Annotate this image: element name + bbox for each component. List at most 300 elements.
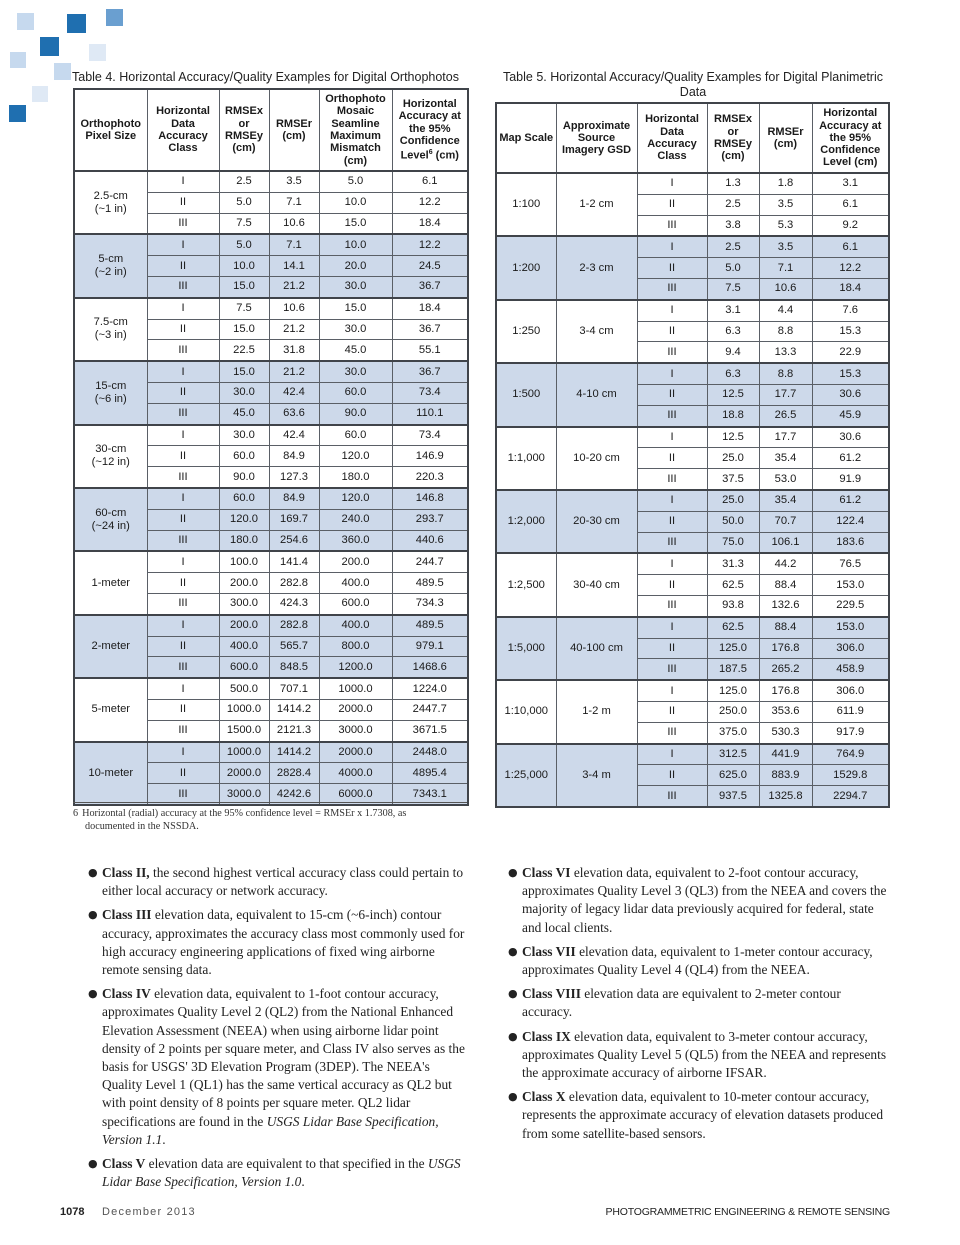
table-cell: 4.4 xyxy=(759,300,812,321)
table-cell: I xyxy=(147,298,219,319)
table-cell: II xyxy=(147,573,219,594)
table-cell: 2.5 xyxy=(707,194,759,215)
table-cell: 5.0 xyxy=(219,192,269,213)
column-header: RMSEr (cm) xyxy=(759,103,812,173)
gsd-cell: 4-10 cm xyxy=(556,363,637,426)
table-row xyxy=(496,490,889,511)
table-cell: I xyxy=(147,234,219,255)
bullet-text: elevation data, equivalent to 10-meter contour accuracy, represents the approximate accuracy of elevation datasets produced from some satellite-based sensors. xyxy=(522,1089,884,1141)
gsd-cell: 10-20 cm xyxy=(556,427,637,490)
bullet-text: elevation data, equivalent to 1-foot contour accuracy, approximates Quality Level 2 (QL2) from the National Enhanced Elevation Assessment (NEEA) when using airborne lidar point density of 2 points per square meter, and Class IV also serves as the basis for USGS' 3D Elevation Program (3DEP). The NEEA's Quality Level 1 (QL1) has the same vertical accuracy as QL2 but with point density of 8 points per square meter. QL2 lidar specifications are found in the xyxy=(102,986,465,1129)
table-row xyxy=(74,742,468,763)
table-cell: III xyxy=(147,340,219,361)
table-cell: 424.3 xyxy=(269,593,319,614)
table-cell: 500.0 xyxy=(219,678,269,699)
table-cell: 5.0 xyxy=(707,258,759,279)
table-cell: 4000.0 xyxy=(319,763,392,784)
gsd-cell: 2-3 cm xyxy=(556,236,637,299)
table-cell: 76.5 xyxy=(812,553,889,574)
table-cell: 2.5 xyxy=(707,236,759,257)
table-cell: 90.0 xyxy=(319,403,392,424)
table-cell: 800.0 xyxy=(319,636,392,657)
table-cell: 60.0 xyxy=(219,446,269,467)
bullet-citation: USGS Lidar Base Specification, Version 1.1 xyxy=(102,1113,439,1147)
table-cell: I xyxy=(637,744,707,765)
table-cell: 30.0 xyxy=(219,382,269,403)
table-cell: 6.3 xyxy=(707,321,759,342)
column-header: Orthophoto Mosaic Seamline Maximum Mismatch (cm) xyxy=(319,89,392,171)
table5-group xyxy=(496,173,889,236)
column-header: RMSEx or RMSEy (cm) xyxy=(219,89,269,171)
bullet-dot-icon: ● xyxy=(508,987,518,1001)
table-cell: II xyxy=(637,511,707,532)
table-cell: 153.0 xyxy=(812,617,889,638)
gsd-cell: 3-4 cm xyxy=(556,300,637,363)
table-cell: 127.3 xyxy=(269,467,319,488)
table-cell: 917.9 xyxy=(812,722,889,743)
decor-square xyxy=(9,105,26,122)
table-cell: 200.0 xyxy=(319,551,392,572)
bullet-lead: Class IV xyxy=(102,986,151,1002)
table-row xyxy=(496,744,889,765)
table-cell: 6.1 xyxy=(812,194,889,215)
table-cell: 625.0 xyxy=(707,765,759,786)
table-cell: 30.6 xyxy=(812,384,889,405)
table-cell: 1.3 xyxy=(707,173,759,194)
map-scale-cell: 1:100 xyxy=(496,173,556,236)
table-cell: 1468.6 xyxy=(392,657,468,678)
table-cell: II xyxy=(147,192,219,213)
table4-group xyxy=(74,234,468,297)
table-cell: II xyxy=(637,765,707,786)
table-cell: 1325.8 xyxy=(759,786,812,807)
table-cell: 306.0 xyxy=(812,680,889,701)
table-row xyxy=(496,300,889,321)
table-cell: 244.7 xyxy=(392,551,468,572)
table-cell: 146.8 xyxy=(392,488,468,509)
table4-group xyxy=(74,678,468,741)
table-cell: 3.5 xyxy=(759,194,812,215)
table-cell: II xyxy=(147,699,219,720)
table-cell: 20.0 xyxy=(319,256,392,277)
bullet-text: elevation data, equivalent to 3-meter contour accuracy, approximates Quality Level 5 (QL5) from the NEEA and represents the approximate accuracy of airborne IFSAR. xyxy=(522,1028,887,1081)
pixel-size-cell: 30-cm (~12 in) xyxy=(74,425,147,488)
table-cell: 293.7 xyxy=(392,509,468,530)
table-cell: 37.5 xyxy=(707,469,759,490)
pixel-size-cell: 5-cm (~2 in) xyxy=(74,234,147,297)
table-row xyxy=(496,427,889,448)
table4-group xyxy=(74,615,468,678)
table-cell: II xyxy=(637,384,707,405)
table-cell: 600.0 xyxy=(319,593,392,614)
table-cell: 36.7 xyxy=(392,361,468,382)
table-cell: 84.9 xyxy=(269,488,319,509)
table-cell: 2294.7 xyxy=(812,786,889,807)
table-cell: 3000.0 xyxy=(319,720,392,741)
table-cell: 180.0 xyxy=(219,530,269,551)
table-cell: 1000.0 xyxy=(219,742,269,763)
decor-square xyxy=(89,44,106,61)
table-row xyxy=(496,680,889,701)
table-cell: 17.7 xyxy=(759,427,812,448)
table-cell: 7.5 xyxy=(219,213,269,234)
table-cell: 15.0 xyxy=(319,213,392,234)
table-cell: 530.3 xyxy=(759,722,812,743)
table-cell: 8.8 xyxy=(759,321,812,342)
table-cell: 88.4 xyxy=(759,617,812,638)
table-cell: 176.8 xyxy=(759,638,812,659)
table-cell: 7.6 xyxy=(812,300,889,321)
table-cell: 35.4 xyxy=(759,490,812,511)
footnote-line: Horizontal (radial) accuracy at the 95% confidence level = RMSEr x 1.7308, as xyxy=(82,808,407,819)
table-cell: I xyxy=(637,427,707,448)
table-cell: 45.0 xyxy=(319,340,392,361)
decor-square xyxy=(32,86,48,102)
bullet-dot-icon: ● xyxy=(508,866,518,879)
table-cell: 400.0 xyxy=(319,615,392,636)
table-cell: 13.3 xyxy=(759,342,812,363)
table-cell: 31.8 xyxy=(269,340,319,361)
table-cell: 42.4 xyxy=(269,382,319,403)
table-cell: 229.5 xyxy=(812,595,889,616)
table-cell: I xyxy=(637,236,707,257)
decor-square xyxy=(106,9,123,26)
table-cell: II xyxy=(637,448,707,469)
table-cell: I xyxy=(147,678,219,699)
table-cell: I xyxy=(147,742,219,763)
table-cell: 360.0 xyxy=(319,530,392,551)
table-cell: 55.1 xyxy=(392,340,468,361)
table-cell: III xyxy=(637,722,707,743)
table-cell: 24.5 xyxy=(392,256,468,277)
table-cell: 489.5 xyxy=(392,573,468,594)
table-cell: 240.0 xyxy=(319,509,392,530)
decor-square xyxy=(17,13,34,30)
table-cell: 2.5 xyxy=(219,171,269,192)
table-cell: 18.4 xyxy=(392,298,468,319)
table4-group xyxy=(74,298,468,361)
table-cell: II xyxy=(147,509,219,530)
table-cell: I xyxy=(637,553,707,574)
table-cell: 8.8 xyxy=(759,363,812,384)
table-cell: III xyxy=(147,403,219,424)
table-cell: 265.2 xyxy=(759,659,812,680)
table-cell: 75.0 xyxy=(707,532,759,553)
decor-square xyxy=(40,37,59,56)
table5-group xyxy=(496,300,889,363)
list-item xyxy=(88,864,470,900)
table-cell: III xyxy=(147,784,219,805)
column-header: Approximate Source Imagery GSD xyxy=(556,103,637,173)
table-cell: 22.9 xyxy=(812,342,889,363)
table-cell: 12.2 xyxy=(392,234,468,255)
table-cell: III xyxy=(637,786,707,807)
gsd-cell: 1-2 m xyxy=(556,680,637,743)
table-cell: 106.1 xyxy=(759,532,812,553)
table-cell: 21.2 xyxy=(269,276,319,297)
bullet-dot-icon: ● xyxy=(508,944,518,958)
table-cell: 9.4 xyxy=(707,342,759,363)
table-cell: 220.3 xyxy=(392,467,468,488)
decor-square xyxy=(10,52,26,68)
table-cell: 60.0 xyxy=(219,488,269,509)
table-cell: 1414.2 xyxy=(269,699,319,720)
table-cell: I xyxy=(147,615,219,636)
table-cell: 5.0 xyxy=(319,171,392,192)
table-cell: 734.3 xyxy=(392,593,468,614)
table-cell: II xyxy=(637,194,707,215)
bullet-list-right xyxy=(508,864,890,1149)
bullet-text: elevation data are equivalent to 2-meter contour accuracy. xyxy=(522,986,841,1020)
table-cell: II xyxy=(147,256,219,277)
table-cell: 200.0 xyxy=(219,615,269,636)
table-cell: III xyxy=(147,467,219,488)
table-cell: 10.6 xyxy=(269,298,319,319)
table-cell: 15.0 xyxy=(219,361,269,382)
table-cell: 84.9 xyxy=(269,446,319,467)
table-cell: 180.0 xyxy=(319,467,392,488)
table4-group xyxy=(74,551,468,614)
pixel-size-cell: 15-cm (~6 in) xyxy=(74,361,147,424)
bullet-lead: Class VI xyxy=(522,865,571,880)
table-cell: 250.0 xyxy=(707,701,759,722)
table-cell: 458.9 xyxy=(812,659,889,680)
table-cell: 6.1 xyxy=(392,171,468,192)
table5-group xyxy=(496,553,889,616)
table-cell: 30.6 xyxy=(812,427,889,448)
table-cell: III xyxy=(637,278,707,299)
table-cell: 61.2 xyxy=(812,448,889,469)
bullet-lead: Class VIII xyxy=(522,986,581,1002)
table-cell: 2448.0 xyxy=(392,742,468,763)
table-cell: 50.0 xyxy=(707,511,759,532)
table-cell: II xyxy=(637,258,707,279)
table-cell: 25.0 xyxy=(707,490,759,511)
table-cell: 176.8 xyxy=(759,680,812,701)
table-cell: 3.1 xyxy=(812,173,889,194)
table-cell: 125.0 xyxy=(707,638,759,659)
bullet-citation: USGS Lidar Base Specification, Version 1.0 xyxy=(102,1156,461,1190)
table5-group xyxy=(496,744,889,807)
map-scale-cell: 1:2,500 xyxy=(496,553,556,616)
table-row xyxy=(74,615,468,636)
table-cell: I xyxy=(637,363,707,384)
table-cell: 53.0 xyxy=(759,469,812,490)
page-number: 1078 xyxy=(60,1206,85,1218)
table-cell: III xyxy=(147,276,219,297)
table5-group xyxy=(496,427,889,490)
table-cell: III xyxy=(637,595,707,616)
footnote-line: documented in the NSSDA. xyxy=(85,820,199,832)
table-cell: III xyxy=(147,657,219,678)
table-cell: I xyxy=(637,680,707,701)
journal-name: PHOTOGRAMMETRIC ENGINEERING & REMOTE SENSING xyxy=(605,1206,890,1218)
list-item xyxy=(88,985,470,1149)
map-scale-cell: 1:5,000 xyxy=(496,617,556,680)
table-cell: 132.6 xyxy=(759,595,812,616)
table-cell: 30.0 xyxy=(319,319,392,340)
column-header: Horizontal Data Accuracy Class xyxy=(147,89,219,171)
pixel-size-cell: 10-meter xyxy=(74,742,147,805)
table-cell: 30.0 xyxy=(219,425,269,446)
table-cell: 125.0 xyxy=(707,680,759,701)
table-cell: 7.1 xyxy=(269,192,319,213)
table-cell: 6000.0 xyxy=(319,784,392,805)
list-item xyxy=(508,1088,890,1143)
table-cell: 353.6 xyxy=(759,701,812,722)
bullet-tail: . xyxy=(301,1174,305,1190)
table-cell: 6.1 xyxy=(812,236,889,257)
table-cell: 1000.0 xyxy=(219,699,269,720)
table5-group xyxy=(496,236,889,299)
table-cell: 31.3 xyxy=(707,553,759,574)
table-cell: I xyxy=(637,617,707,638)
table-cell: 12.5 xyxy=(707,384,759,405)
map-scale-cell: 1:25,000 xyxy=(496,744,556,807)
table-cell: II xyxy=(147,382,219,403)
table-cell: 3.5 xyxy=(269,171,319,192)
table-cell: 400.0 xyxy=(219,636,269,657)
table-cell: 15.0 xyxy=(219,319,269,340)
gsd-cell: 20-30 cm xyxy=(556,490,637,553)
map-scale-cell: 1:500 xyxy=(496,363,556,426)
table-cell: 169.7 xyxy=(269,509,319,530)
table5-header-row xyxy=(496,103,889,173)
table-cell: 600.0 xyxy=(219,657,269,678)
list-item xyxy=(508,864,890,937)
table-cell: 10.0 xyxy=(219,256,269,277)
table-cell: 42.4 xyxy=(269,425,319,446)
table-cell: 440.6 xyxy=(392,530,468,551)
table-cell: I xyxy=(637,490,707,511)
table-row xyxy=(74,551,468,572)
issue-date: December 2013 xyxy=(102,1206,196,1218)
table-row xyxy=(496,173,889,194)
table-row xyxy=(74,234,468,255)
bullet-dot-icon: ● xyxy=(508,1029,518,1043)
table4-group xyxy=(74,361,468,424)
table-cell: 63.6 xyxy=(269,403,319,424)
table4-header-row xyxy=(74,89,468,171)
table-cell: 9.2 xyxy=(812,215,889,236)
table-cell: 12.2 xyxy=(392,192,468,213)
table-cell: 12.5 xyxy=(707,427,759,448)
table-cell: III xyxy=(147,593,219,614)
table5-group xyxy=(496,617,889,680)
table4-group xyxy=(74,425,468,488)
table-cell: 90.0 xyxy=(219,467,269,488)
bullet-lead: Class III xyxy=(102,907,152,923)
column-header: Horizontal Data Accuracy Class xyxy=(637,103,707,173)
bullet-text: the second highest vertical accuracy class could pertain to either local accuracy or network accuracy. xyxy=(102,865,464,899)
table-cell: 937.5 xyxy=(707,786,759,807)
column-header: Orthophoto Pixel Size xyxy=(74,89,147,171)
table5 xyxy=(495,102,890,808)
table-cell: 979.1 xyxy=(392,636,468,657)
table-cell: 7.1 xyxy=(269,234,319,255)
pixel-size-cell: 1-meter xyxy=(74,551,147,614)
map-scale-cell: 1:200 xyxy=(496,236,556,299)
table-cell: 300.0 xyxy=(219,593,269,614)
table-cell: 61.2 xyxy=(812,490,889,511)
table-cell: II xyxy=(147,763,219,784)
map-scale-cell: 1:2,000 xyxy=(496,490,556,553)
table-cell: 312.5 xyxy=(707,744,759,765)
column-header: Horizontal Accuracy at the 95% Confidence Level (cm) xyxy=(812,103,889,173)
table-cell: 120.0 xyxy=(319,446,392,467)
table-row xyxy=(74,678,468,699)
table-row xyxy=(74,361,468,382)
table-cell: 883.9 xyxy=(759,765,812,786)
bullet-dot-icon: ● xyxy=(88,987,98,1001)
bullet-text: elevation data, equivalent to 2-foot contour accuracy, approximates Quality Level 3 (QL3) from the NEEA and covers the majority of legacy lidar data previously acquired for federal, state and local clients. xyxy=(522,865,887,935)
table-cell: I xyxy=(147,171,219,192)
table-cell: 15.0 xyxy=(319,298,392,319)
table-cell: III xyxy=(147,530,219,551)
bullet-tail: . xyxy=(162,1131,166,1147)
table-cell: 1200.0 xyxy=(319,657,392,678)
table-row xyxy=(496,617,889,638)
column-header: Horizontal Accuracy at the 95% Confidence Level$^6$ (cm) xyxy=(392,89,468,171)
bullet-text: elevation data, equivalent to 15-cm (~6-inch) contour accuracy, approximates the accuracy class most commonly used for high accuracy engineering applications of fixed wing airborne remote sensing data. xyxy=(102,907,465,978)
table-cell: 60.0 xyxy=(319,382,392,403)
table-cell: 3.8 xyxy=(707,215,759,236)
table-cell: 7.5 xyxy=(219,298,269,319)
table4 xyxy=(73,88,469,806)
table-cell: 1500.0 xyxy=(219,720,269,741)
table-cell: 18.4 xyxy=(812,278,889,299)
table-cell: 26.5 xyxy=(759,405,812,426)
gsd-cell: 1-2 cm xyxy=(556,173,637,236)
table-cell: III xyxy=(637,215,707,236)
list-item xyxy=(88,906,470,979)
table-cell: 306.0 xyxy=(812,638,889,659)
table-cell: 62.5 xyxy=(707,575,759,596)
table-cell: 3.5 xyxy=(759,236,812,257)
table-row xyxy=(74,298,468,319)
pixel-size-cell: 2-meter xyxy=(74,615,147,678)
map-scale-cell: 1:1,000 xyxy=(496,427,556,490)
table-cell: II xyxy=(147,446,219,467)
pixel-size-cell: 7.5-cm (~3 in) xyxy=(74,298,147,361)
gsd-cell: 3-4 m xyxy=(556,744,637,807)
table-cell: 93.8 xyxy=(707,595,759,616)
bullet-text: elevation data, equivalent to 1-meter contour accuracy, approximates Quality Level 4 (QL4) from the NEEA. xyxy=(522,943,873,978)
table4-title: Table 4. Horizontal Accuracy/Quality Examples for Digital Orthophotos xyxy=(72,70,459,84)
decor-square xyxy=(67,14,86,33)
table-cell: II xyxy=(147,636,219,657)
table-cell: III xyxy=(637,342,707,363)
table-cell: 15.3 xyxy=(812,321,889,342)
table-cell: 1414.2 xyxy=(269,742,319,763)
column-header: Map Scale xyxy=(496,103,556,173)
table-cell: 2000.0 xyxy=(319,742,392,763)
list-item xyxy=(88,1155,470,1191)
table-cell: 22.5 xyxy=(219,340,269,361)
table-cell: 110.1 xyxy=(392,403,468,424)
table-row xyxy=(496,553,889,574)
table-cell: 1.8 xyxy=(759,173,812,194)
table-cell: 30.0 xyxy=(319,276,392,297)
table-cell: 1529.8 xyxy=(812,765,889,786)
table-cell: 45.0 xyxy=(219,403,269,424)
table-cell: 375.0 xyxy=(707,722,759,743)
table-cell: 91.9 xyxy=(812,469,889,490)
table-cell: I xyxy=(637,300,707,321)
table-cell: 141.4 xyxy=(269,551,319,572)
table-cell: 2000.0 xyxy=(319,699,392,720)
table-cell: 18.8 xyxy=(707,405,759,426)
